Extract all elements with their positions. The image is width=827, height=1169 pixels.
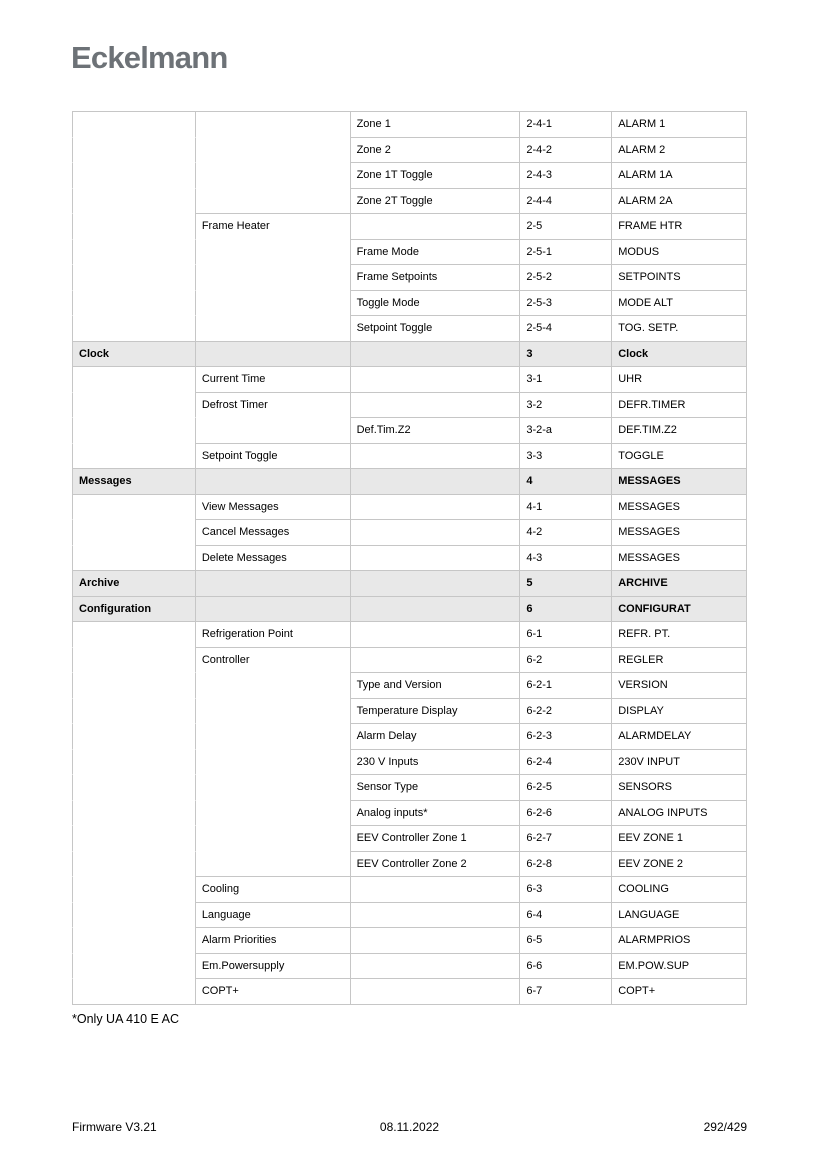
table-row	[72, 851, 746, 877]
cell-code: 2-4-1	[519, 111, 611, 137]
cell-menu-level-2: Language	[195, 902, 350, 928]
eckelmann-logo: Eckelmann	[71, 40, 228, 75]
table-row	[72, 213, 746, 239]
cell-menu-level-3	[350, 443, 520, 469]
cell-menu-level-3	[350, 927, 520, 953]
table-row	[72, 749, 746, 775]
cell-menu-level-1: Messages	[72, 468, 195, 494]
cell-menu-level-2: Cancel Messages	[195, 519, 350, 545]
table-row	[72, 443, 746, 469]
cell-code: 2-5-2	[519, 264, 611, 290]
table-row	[72, 723, 746, 749]
cell-menu-level-2: COPT+	[195, 978, 350, 1004]
cell-menu-level-2	[195, 111, 350, 137]
table-row	[72, 672, 746, 698]
cell-code: 6-7	[519, 978, 611, 1004]
cell-code: 6-2-7	[519, 825, 611, 851]
table-row-section	[72, 341, 746, 367]
cell-menu-level-3: Frame Mode	[350, 239, 520, 265]
cell-code: 6-2-4	[519, 749, 611, 775]
cell-menu-level-1	[72, 494, 195, 520]
cell-menu-level-3	[350, 978, 520, 1004]
cell-menu-level-2	[195, 774, 350, 800]
cell-display-text: MODUS	[611, 239, 746, 265]
cell-display-text: MESSAGES	[611, 468, 746, 494]
cell-menu-level-1	[72, 188, 195, 214]
cell-code: 3-1	[519, 366, 611, 392]
cell-code: 6-1	[519, 621, 611, 647]
table-row	[72, 953, 746, 979]
cell-menu-level-1	[72, 978, 195, 1004]
cell-menu-level-3: Zone 1	[350, 111, 520, 137]
cell-menu-level-1	[72, 162, 195, 188]
cell-menu-level-3: EEV Controller Zone 1	[350, 825, 520, 851]
table-row-section	[72, 570, 746, 596]
cell-menu-level-3: Zone 1T Toggle	[350, 162, 520, 188]
cell-menu-level-2	[195, 749, 350, 775]
cell-code: 4-1	[519, 494, 611, 520]
cell-menu-level-2	[195, 290, 350, 316]
cell-code: 2-5-1	[519, 239, 611, 265]
cell-menu-level-2: Cooling	[195, 876, 350, 902]
cell-display-text: MESSAGES	[611, 519, 746, 545]
cell-display-text: ARCHIVE	[611, 570, 746, 596]
table-row	[72, 825, 746, 851]
cell-code: 6-2-5	[519, 774, 611, 800]
cell-menu-level-3: Sensor Type	[350, 774, 520, 800]
table-row	[72, 188, 746, 214]
cell-code: 2-5-4	[519, 315, 611, 341]
cell-menu-level-3	[350, 953, 520, 979]
cell-display-text: EEV ZONE 1	[611, 825, 746, 851]
cell-code: 6-2-1	[519, 672, 611, 698]
cell-menu-level-3: Alarm Delay	[350, 723, 520, 749]
cell-menu-level-3	[350, 392, 520, 418]
cell-menu-level-1	[72, 825, 195, 851]
cell-code: 2-4-3	[519, 162, 611, 188]
cell-code: 2-4-4	[519, 188, 611, 214]
table-row	[72, 239, 746, 265]
cell-display-text: SETPOINTS	[611, 264, 746, 290]
cell-menu-level-2	[195, 596, 350, 622]
cell-menu-level-1	[72, 315, 195, 341]
cell-menu-level-2	[195, 672, 350, 698]
cell-display-text: SENSORS	[611, 774, 746, 800]
cell-display-text: EM.POW.SUP	[611, 953, 746, 979]
cell-display-text: 230V INPUT	[611, 749, 746, 775]
table-row	[72, 111, 746, 137]
cell-display-text: EEV ZONE 2	[611, 851, 746, 877]
cell-menu-level-1	[72, 443, 195, 469]
cell-menu-level-2	[195, 468, 350, 494]
footer-date: 08.11.2022	[379, 1120, 440, 1134]
cell-menu-level-1: Archive	[72, 570, 195, 596]
cell-menu-level-3: 230 V Inputs	[350, 749, 520, 775]
table-row	[72, 774, 746, 800]
cell-display-text: ALARM 2A	[611, 188, 746, 214]
table-row-section	[72, 596, 746, 622]
cell-menu-level-3: Analog inputs*	[350, 800, 520, 826]
cell-menu-level-3: Zone 2	[350, 137, 520, 163]
cell-menu-level-2	[195, 239, 350, 265]
cell-menu-level-2: Alarm Priorities	[195, 927, 350, 953]
cell-menu-level-2	[195, 800, 350, 826]
cell-menu-level-3: EEV Controller Zone 2	[350, 851, 520, 877]
cell-code: 3-2-a	[519, 417, 611, 443]
cell-menu-level-1	[72, 417, 195, 443]
table-row	[72, 698, 746, 724]
cell-menu-level-1	[72, 953, 195, 979]
table-row	[72, 876, 746, 902]
cell-menu-level-1	[72, 392, 195, 418]
table-row	[72, 315, 746, 341]
table-row	[72, 647, 746, 673]
cell-menu-level-1	[72, 290, 195, 316]
cell-display-text: LANGUAGE	[611, 902, 746, 928]
cell-menu-level-1	[72, 851, 195, 877]
cell-display-text: MODE ALT	[611, 290, 746, 316]
cell-code: 6-2-3	[519, 723, 611, 749]
cell-menu-level-2	[195, 825, 350, 851]
cell-display-text: VERSION	[611, 672, 746, 698]
footer-page-number: 292/429	[703, 1120, 747, 1134]
cell-code: 3-2	[519, 392, 611, 418]
table-row	[72, 137, 746, 163]
cell-menu-level-1	[72, 723, 195, 749]
cell-menu-level-1	[72, 672, 195, 698]
cell-code: 3	[519, 341, 611, 367]
cell-code: 4-2	[519, 519, 611, 545]
cell-menu-level-1	[72, 698, 195, 724]
cell-menu-level-2: Frame Heater	[195, 213, 350, 239]
cell-code: 6-6	[519, 953, 611, 979]
cell-menu-level-1	[72, 213, 195, 239]
table-row	[72, 417, 746, 443]
cell-display-text: TOG. SETP.	[611, 315, 746, 341]
cell-code: 4	[519, 468, 611, 494]
cell-menu-level-2	[195, 723, 350, 749]
cell-menu-level-1	[72, 137, 195, 163]
table-row	[72, 519, 746, 545]
cell-menu-level-2	[195, 162, 350, 188]
cell-display-text: COOLING	[611, 876, 746, 902]
cell-display-text: ALARMPRIOS	[611, 927, 746, 953]
cell-display-text: MESSAGES	[611, 494, 746, 520]
cell-display-text: UHR	[611, 366, 746, 392]
cell-menu-level-1	[72, 519, 195, 545]
cell-menu-level-2	[195, 698, 350, 724]
cell-menu-level-1: Clock	[72, 341, 195, 367]
cell-menu-level-1	[72, 774, 195, 800]
cell-menu-level-2	[195, 188, 350, 214]
cell-code: 6-2-6	[519, 800, 611, 826]
cell-display-text: DEF.TIM.Z2	[611, 417, 746, 443]
cell-code: 2-4-2	[519, 137, 611, 163]
cell-menu-level-3: Type and Version	[350, 672, 520, 698]
cell-menu-level-2	[195, 417, 350, 443]
cell-display-text: REFR. PT.	[611, 621, 746, 647]
cell-code: 6-4	[519, 902, 611, 928]
cell-code: 3-3	[519, 443, 611, 469]
cell-display-text: DISPLAY	[611, 698, 746, 724]
cell-menu-level-2	[195, 341, 350, 367]
cell-display-text: ANALOG INPUTS	[611, 800, 746, 826]
cell-menu-level-2: Delete Messages	[195, 545, 350, 571]
cell-display-text: FRAME HTR	[611, 213, 746, 239]
cell-menu-level-2: View Messages	[195, 494, 350, 520]
cell-menu-level-1	[72, 927, 195, 953]
cell-menu-level-3	[350, 213, 520, 239]
cell-menu-level-2: Refrigeration Point	[195, 621, 350, 647]
table-row	[72, 366, 746, 392]
table-row	[72, 621, 746, 647]
cell-menu-level-2: Current Time	[195, 366, 350, 392]
table-row	[72, 545, 746, 571]
cell-display-text: MESSAGES	[611, 545, 746, 571]
cell-code: 6-2	[519, 647, 611, 673]
cell-menu-level-1	[72, 800, 195, 826]
cell-display-text: COPT+	[611, 978, 746, 1004]
cell-menu-level-1	[72, 366, 195, 392]
cell-menu-level-1: Configuration	[72, 596, 195, 622]
table-row	[72, 494, 746, 520]
cell-menu-level-1	[72, 111, 195, 137]
cell-menu-level-3	[350, 494, 520, 520]
cell-menu-level-2: Setpoint Toggle	[195, 443, 350, 469]
cell-menu-level-1	[72, 621, 195, 647]
cell-code: 6-2-2	[519, 698, 611, 724]
cell-menu-level-3	[350, 341, 520, 367]
cell-menu-level-2	[195, 570, 350, 596]
cell-menu-level-3: Setpoint Toggle	[350, 315, 520, 341]
cell-display-text: REGLER	[611, 647, 746, 673]
cell-menu-level-3: Toggle Mode	[350, 290, 520, 316]
cell-menu-level-1	[72, 749, 195, 775]
cell-code: 6-3	[519, 876, 611, 902]
cell-menu-level-3	[350, 519, 520, 545]
cell-menu-level-1	[72, 545, 195, 571]
cell-menu-level-3: Temperature Display	[350, 698, 520, 724]
cell-menu-level-2	[195, 315, 350, 341]
cell-display-text: ALARM 1	[611, 111, 746, 137]
cell-display-text: TOGGLE	[611, 443, 746, 469]
cell-menu-level-3: Def.Tim.Z2	[350, 417, 520, 443]
cell-menu-level-3	[350, 647, 520, 673]
cell-code: 6-2-8	[519, 851, 611, 877]
cell-menu-level-3	[350, 366, 520, 392]
cell-menu-level-3: Frame Setpoints	[350, 264, 520, 290]
cell-menu-level-3	[350, 621, 520, 647]
cell-code: 4-3	[519, 545, 611, 571]
cell-menu-level-2	[195, 851, 350, 877]
cell-menu-level-2: Controller	[195, 647, 350, 673]
cell-display-text: CONFIGURAT	[611, 596, 746, 622]
cell-menu-level-1	[72, 902, 195, 928]
cell-code: 2-5	[519, 213, 611, 239]
table-row	[72, 392, 746, 418]
cell-menu-level-1	[72, 264, 195, 290]
footer-firmware-version: Firmware V3.21	[72, 1120, 157, 1134]
table-row	[72, 290, 746, 316]
cell-code: 6	[519, 596, 611, 622]
cell-display-text: Clock	[611, 341, 746, 367]
cell-menu-level-2	[195, 137, 350, 163]
cell-menu-level-2: Em.Powersupply	[195, 953, 350, 979]
cell-code: 5	[519, 570, 611, 596]
footnote: *Only UA 410 E AC	[72, 1012, 180, 1026]
cell-menu-level-2	[195, 264, 350, 290]
cell-display-text: ALARM 1A	[611, 162, 746, 188]
cell-menu-level-3	[350, 570, 520, 596]
cell-menu-level-3: Zone 2T Toggle	[350, 188, 520, 214]
cell-menu-level-2: Defrost Timer	[195, 392, 350, 418]
cell-menu-level-3	[350, 876, 520, 902]
menu-structure-table	[72, 111, 747, 1005]
cell-menu-level-1	[72, 876, 195, 902]
table-row	[72, 978, 746, 1004]
cell-display-text: ALARM 2	[611, 137, 746, 163]
cell-code: 2-5-3	[519, 290, 611, 316]
table-row	[72, 162, 746, 188]
table-row-section	[72, 468, 746, 494]
cell-code: 6-5	[519, 927, 611, 953]
table-row	[72, 902, 746, 928]
cell-menu-level-1	[72, 239, 195, 265]
cell-display-text: ALARMDELAY	[611, 723, 746, 749]
cell-menu-level-1	[72, 647, 195, 673]
cell-display-text: DEFR.TIMER	[611, 392, 746, 418]
cell-menu-level-3	[350, 596, 520, 622]
table-row	[72, 800, 746, 826]
table-row	[72, 264, 746, 290]
cell-menu-level-3	[350, 902, 520, 928]
table-row	[72, 927, 746, 953]
cell-menu-level-3	[350, 545, 520, 571]
cell-menu-level-3	[350, 468, 520, 494]
